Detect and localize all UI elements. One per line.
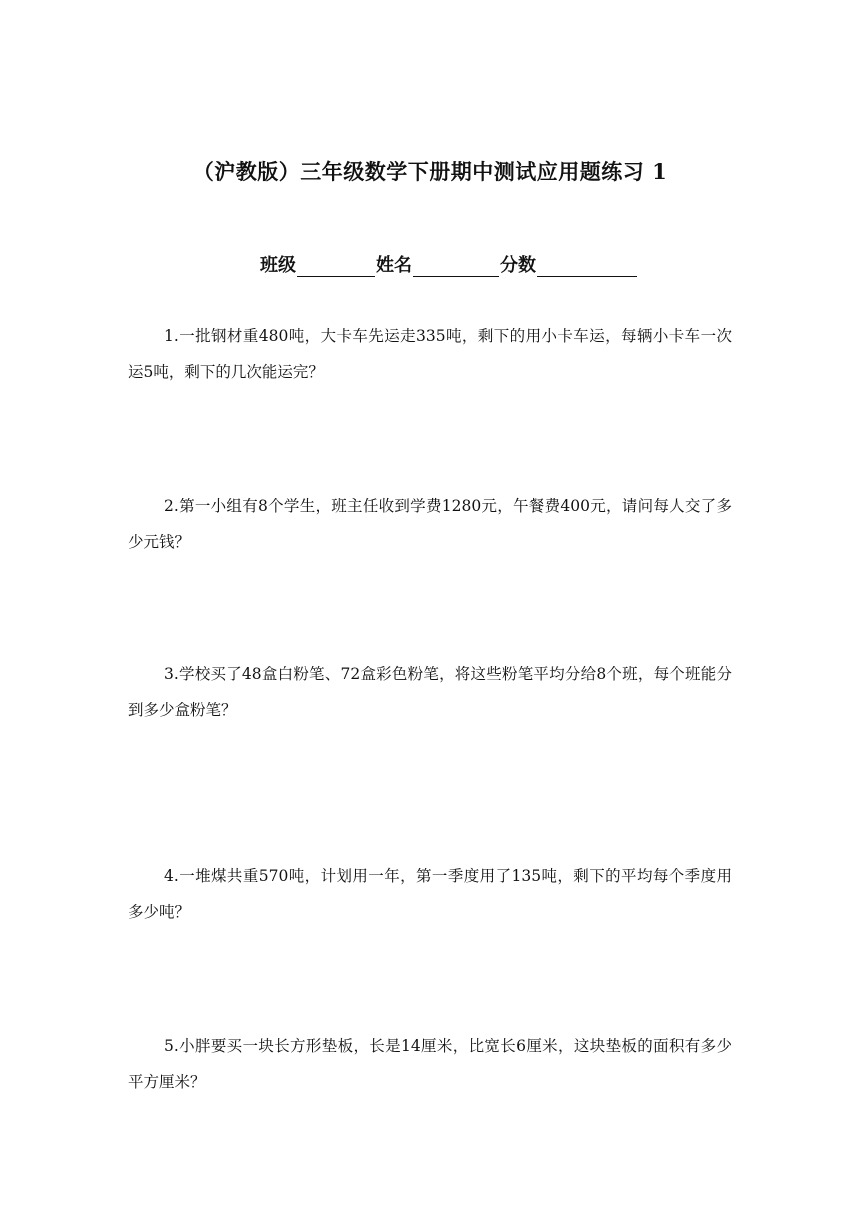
student-info-line — [260, 251, 638, 277]
name-blank[interactable] — [413, 256, 499, 277]
question-5: 5.小胖要买一块长方形垫板，长是14厘米，比宽长6厘米，这块垫板的面积有多少平方厘米？ — [128, 1037, 732, 1091]
question-2: 2.第一小组有8个学生，班主任收到学费1280元，午餐费400元，请问每人交了多少元钱？ — [128, 497, 732, 551]
question-3: 3.学校买了48盒白粉笔、72盒彩色粉笔，将这些粉笔平均分给8个班，每个班能分到多少盒粉笔？ — [128, 665, 732, 719]
name-label: 姓名 — [376, 255, 412, 276]
question-4: 4.一堆煤共重570吨，计划用一年，第一季度用了135吨，剩下的平均每个季度用多少吨？ — [128, 867, 732, 921]
class-label: 班级 — [260, 255, 296, 276]
score-label: 分数 — [500, 255, 536, 276]
score-blank[interactable] — [537, 256, 637, 277]
worksheet-title: （沪教版）三年级数学下册期中测试应用题练习 1 — [192, 159, 668, 184]
class-blank[interactable] — [297, 256, 375, 277]
question-1: 1.一批钢材重480吨，大卡车先运走335吨，剩下的用小卡车运，每辆小卡车一次运5吨，剩下的几次能运完？ — [128, 327, 732, 381]
